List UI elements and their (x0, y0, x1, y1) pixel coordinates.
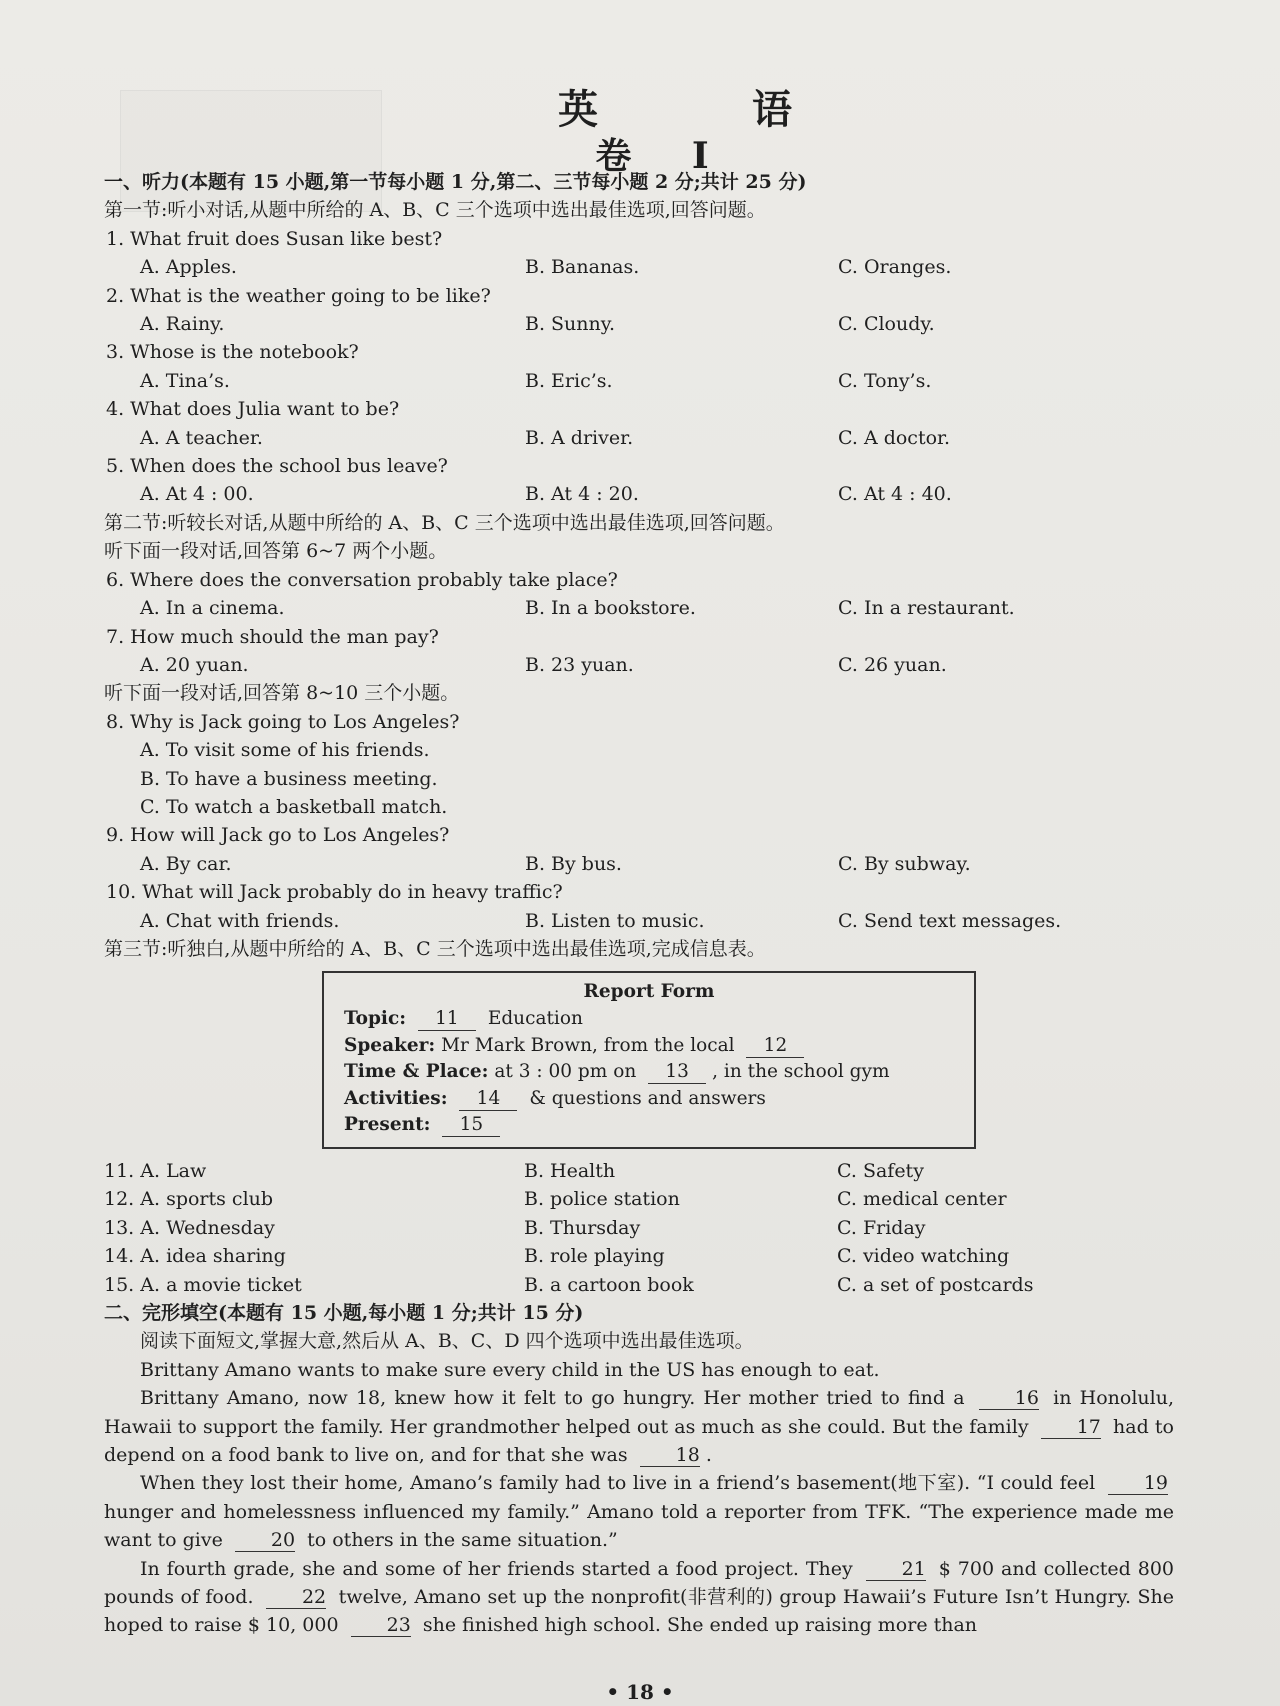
options-15 (104, 1271, 1174, 1299)
question-10: 10. What will Jack probably do in heavy traffic? (106, 881, 563, 904)
question-1: 1. What fruit does Susan like best? (106, 227, 443, 250)
option-b: B. A driver. (525, 426, 634, 449)
option-a: A. Tina’s. (140, 369, 230, 392)
option-a: A. Chat with friends. (140, 909, 340, 932)
option-b: B. Health (524, 1159, 616, 1182)
blank-20: 20 (235, 1529, 295, 1552)
option-c: C. a set of postcards (837, 1273, 1034, 1296)
options-2 (104, 310, 1174, 338)
section3-instruction: 第三节:听独白,从题中所给的 A、B、C 三个选项中选出最佳选项,完成信息表。 (104, 937, 766, 960)
option-a: 14. A. idea sharing (104, 1245, 286, 1268)
options-13 (104, 1214, 1174, 1242)
option-b: B. Bananas. (525, 256, 640, 279)
option-a: A. By car. (140, 852, 232, 875)
option-a: A. To visit some of his friends. (140, 739, 430, 762)
option-a: 13. A. Wednesday (104, 1216, 275, 1239)
option-b: B. To have a business meeting. (140, 767, 438, 790)
options-4 (104, 424, 1174, 452)
blank-23: 23 (351, 1614, 411, 1637)
option-a: 11. A. Law (104, 1159, 207, 1182)
question-5: 5. When does the school bus leave? (106, 455, 448, 478)
option-c: C. By subway. (838, 852, 971, 875)
option-c: C. Tony’s. (838, 369, 932, 392)
option-b: B. a cartoon book (524, 1273, 694, 1296)
question-6: 6. Where does the conversation probably take place? (106, 568, 618, 591)
option-c: C. Oranges. (838, 256, 952, 279)
time-label: Time & Place: (344, 1061, 489, 1083)
section2-instruction: 第二节:听较长对话,从题中所给的 A、B、C 三个选项中选出最佳选项,回答问题。 (104, 511, 785, 534)
blank-19: 19 (1108, 1472, 1168, 1495)
options-7 (104, 651, 1174, 679)
blank-16: 16 (979, 1387, 1039, 1410)
option-a: A. In a cinema. (140, 597, 285, 620)
options-6 (104, 594, 1174, 622)
passage-paragraph-1: Brittany Amano wants to make sure every child in the US has enough to eat. (140, 1358, 880, 1381)
report-form-title: Report Form (583, 981, 715, 1003)
page-title: 英 语 (558, 86, 862, 133)
options-10 (104, 907, 1174, 935)
option-b: B. Thursday (524, 1216, 641, 1239)
options-3 (104, 367, 1174, 395)
option-b: B. Listen to music. (525, 909, 705, 932)
question-8: 8. Why is Jack going to Los Angeles? (106, 710, 460, 733)
activities-after: & questions and answers (529, 1087, 766, 1109)
question-3: 3. Whose is the notebook? (106, 341, 359, 364)
option-c: C. Friday (837, 1216, 926, 1239)
option-a: A. At 4 : 00. (140, 483, 254, 506)
option-b: B. police station (524, 1188, 680, 1211)
options-1 (104, 253, 1174, 281)
blank-21: 21 (866, 1558, 926, 1581)
options-14 (104, 1242, 1174, 1270)
blank-17: 17 (1041, 1416, 1101, 1439)
page-number: • 18 • (606, 1680, 674, 1704)
option-c: C. Cloudy. (838, 313, 935, 336)
report-speaker-row (344, 1033, 954, 1060)
option-a: A. Rainy. (140, 313, 225, 336)
topic-after: Education (487, 1007, 583, 1029)
blank-14: 14 (459, 1088, 517, 1111)
part2-instruction: 阅读下面短文,掌握大意,然后从 A、B、C、D 四个选项中选出最佳选项。 (140, 1330, 754, 1353)
question-9: 9. How will Jack go to Los Angeles? (106, 824, 450, 847)
option-c: C. A doctor. (838, 426, 951, 449)
passage-paragraph-3: When they lost their home, Amano’s family had to live in a friend’s basement(地下室). “I could feel 19 hunger and homelessness influenced my family.” Amano told a reporter from TFK. “The experience made me want to give 20 to others in the same situation.” (104, 1472, 1174, 1552)
option-a: 15. A. a movie ticket (104, 1273, 302, 1296)
topic-label: Topic: (344, 1007, 407, 1029)
part1-heading: 一、听力(本题有 15 小题,第一节每小题 1 分,第二、三节每小题 2 分;共计 25 分) (104, 171, 807, 193)
passage-paragraph-2: Brittany Amano, now 18, knew how it felt to go hungry. Her mother tried to find a 16 in Honolulu, Hawaii to support the family. Her grandmother helped out as much as she could. But the family 17 had to depend on a food bank to live on, and for that she was 18 . (104, 1387, 1174, 1466)
option-b: B. By bus. (525, 852, 622, 875)
exam-content (104, 168, 1174, 1640)
option-a: 12. A. sports club (104, 1188, 274, 1211)
question-4: 4. What does Julia want to be? (106, 398, 400, 421)
report-topic-row (344, 1006, 954, 1033)
option-c: C. To watch a basketball match. (140, 795, 448, 818)
option-b: B. In a bookstore. (525, 597, 696, 620)
options-11 (104, 1157, 1174, 1185)
report-present-row (344, 1112, 954, 1139)
blank-18: 18 (640, 1444, 700, 1467)
speaker-label: Speaker: (344, 1034, 436, 1056)
dialog1-instruction: 听下面一段对话,回答第 6~7 两个小题。 (104, 540, 448, 563)
speaker-text: Mr Mark Brown, from the local (441, 1034, 735, 1056)
option-a: A. A teacher. (140, 426, 263, 449)
option-c: C. medical center (837, 1188, 1007, 1211)
option-b: B. Sunny. (525, 313, 616, 336)
passage-paragraph-4: In fourth grade, she and some of her friends started a food project. They 21 $ 700 and collected 800 pounds of food. 22 twelve, Amano set up the nonprofit(非营利的) group Hawaii’s Future Isn’t Hungry. She hoped to raise $ 10, 000 23 she finished high school. She ended up raising more than (104, 1557, 1175, 1637)
option-c: C. 26 yuan. (838, 653, 947, 676)
option-a: A. Apples. (140, 256, 237, 279)
blank-11: 11 (418, 1008, 476, 1031)
option-a: A. 20 yuan. (140, 653, 249, 676)
blank-12: 12 (746, 1035, 804, 1058)
option-c: C. Send text messages. (838, 909, 1062, 932)
blank-13: 13 (648, 1061, 706, 1084)
blank-22: 22 (266, 1586, 326, 1609)
option-b: B. Eric’s. (525, 369, 613, 392)
report-form (322, 971, 976, 1149)
question-7: 7. How much should the man pay? (106, 625, 439, 648)
question-2: 2. What is the weather going to be like? (106, 284, 491, 307)
dialog2-instruction: 听下面一段对话,回答第 8~10 三个小题。 (104, 682, 460, 705)
option-b: B. At 4 : 20. (525, 483, 639, 506)
volume-title: 卷 Ⅰ (595, 135, 733, 177)
options-9 (104, 850, 1174, 878)
option-c: C. Safety (837, 1159, 924, 1182)
blank-15: 15 (442, 1114, 500, 1137)
option-b: B. role playing (524, 1245, 665, 1268)
activities-label: Activities: (344, 1087, 448, 1109)
options-12 (104, 1185, 1174, 1213)
option-c: C. video watching (837, 1245, 1010, 1268)
option-c: C. At 4 : 40. (838, 483, 952, 506)
option-b: B. 23 yuan. (525, 653, 634, 676)
time-text: at 3 : 00 pm on (494, 1061, 637, 1083)
option-c: C. In a restaurant. (838, 597, 1015, 620)
part2-heading: 二、完形填空(本题有 15 小题,每小题 1 分;共计 15 分) (104, 1301, 584, 1324)
report-time-row (344, 1059, 954, 1086)
time-after: , in the school gym (712, 1061, 890, 1083)
report-activities-row (344, 1086, 954, 1113)
section1-instruction: 第一节:听小对话,从题中所给的 A、B、C 三个选项中选出最佳选项,回答问题。 (104, 199, 766, 222)
present-label: Present: (344, 1114, 431, 1136)
options-5 (104, 480, 1174, 508)
